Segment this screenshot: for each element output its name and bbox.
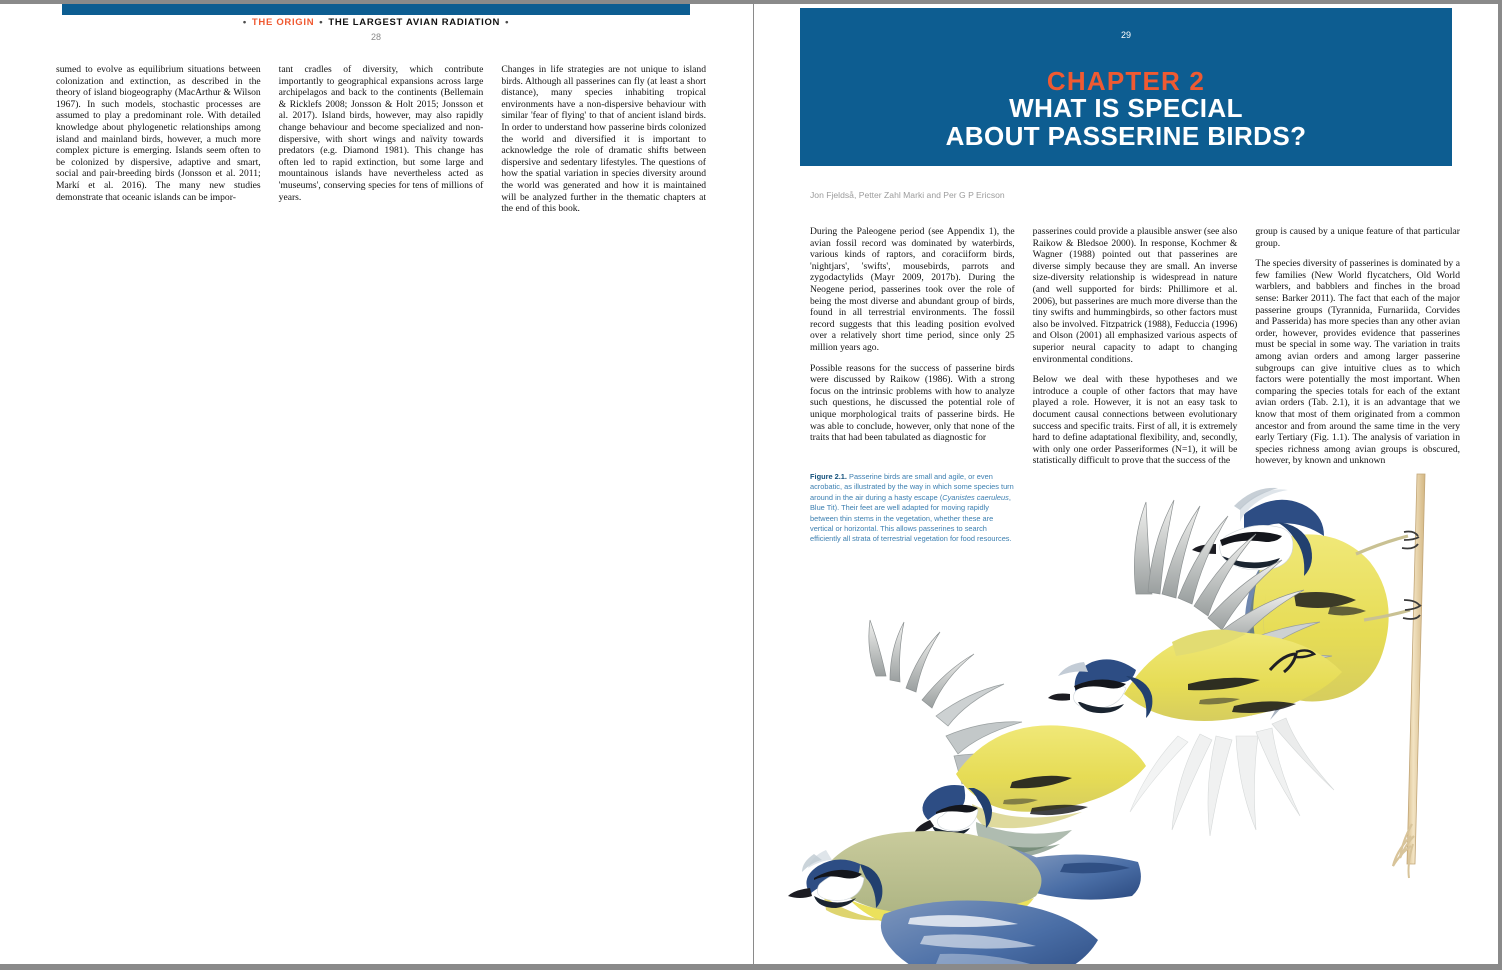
running-head-section: THE LARGEST AVIAN RADIATION — [328, 17, 501, 28]
page-left — [0, 4, 749, 964]
chapter-banner — [800, 8, 1452, 166]
chapter-title-line-1: WHAT IS SPECIAL — [1009, 93, 1243, 123]
figure-caption-text-2: , Blue Tit). Their feet are well adapted for moving rapidly between thin stems in the vegetation, whether these are vertical or horizontal. This allows passerines to search efficiently all strata of terrestrial vegetation for food resources. — [810, 492, 1012, 544]
figure-caption-text-1: Passerine birds are small and agile, or even acrobatic, as illustrated by the way in which some species turn around in the air during a hasty escape ( — [810, 472, 1014, 502]
column-2 — [279, 64, 484, 224]
author-byline: Jon Fjeldså, Petter Zahl Marki and Per G P Ericson — [810, 190, 1005, 200]
running-head — [62, 17, 690, 28]
bird-gliding-dorsal-view — [788, 831, 1141, 964]
bird-turning-upside-down — [869, 620, 1146, 858]
column-1 — [56, 64, 261, 224]
left-page-columns — [56, 64, 706, 224]
paragraph: During the Paleogene period (see Appendix 1), the avian fossil record was dominated by waterbirds, various kinds of raptors, and coraciiform birds, 'nightjars', 'swifts', mousebirds, parrots and zygodactylids (Mayr 2009, 2017b). During the Neogene period, passerines took over the role of being the most diverse and abundant group of birds, found in all terrestrial environments. The fossil record suggests that this leading position evolved over a relatively short time period, since only 25 million years ago. — [810, 226, 1015, 353]
chapter-title — [800, 94, 1452, 150]
chapter-title-line-2: ABOUT PASSERINE BIRDS? — [945, 121, 1307, 151]
figure-caption-label: Figure 2.1. — [810, 472, 847, 481]
paragraph: The species diversity of passerines is dominated by a few families (New World flycatchers, Old World warblers, and babblers and finches in the broad sense: Barker 2011). The fact that each of the major passerine groups (Tyrannida, Furnariida, Corvides and Passerida) has more species than any other avian order, however, provides evidence that passerines must be special in some way. The variation in traits among avian orders and among larger passerine subgroups can give intuitive clues as to which factors were potentially the most important. When comparing the species totals for each of the extant avian orders (Tab. 2.1), it is an advantage that we know that most of them originated from a common ancestor and from around the same time in the very early Tertiary (Fig. 1.1). The analysis of variation in species richness among avian groups is obscured, however, by known and unknown — [1255, 258, 1461, 467]
column-3 — [501, 64, 706, 224]
paragraph: Below we deal with these hypotheses and we introduce a couple of other factors that may have played a role. However, it is not an easy task to document causal connections between evolutionary success and specific traits. First of all, it is extremely hard to define adaptational flexibility, and, secondly, with only one order Passeriformes (N=1), it will be statistically difficult to prove that the success of the — [1032, 374, 1238, 467]
bullet-left-icon: • — [242, 17, 247, 28]
paragraph: Possible reasons for the success of passerine birds were discussed by Raikow (1986). With a strong focus on the intrinsic problems with how to analyze such questions, he discussed the potential role of unique morphological traits of passerine birds. He was able to conclude, however, only that none of the traits that had been tabulated as diagnostic for — [810, 362, 1015, 444]
bullet-mid-icon: • — [319, 17, 324, 28]
figure-caption-species: Cyanistes caeruleus — [942, 492, 1009, 502]
column-3 — [1255, 226, 1460, 476]
paragraph: group is caused by a unique feature of that particular group. — [1255, 226, 1461, 249]
paragraph: Changes in life strategies are not unique to island birds. Although all passerines can fly (at least a short distance), many species inhabiting tropical environments have a non-dispersive behaviour with similar 'fear of flying' to that of ancient island birds. In order to understand how passerine birds colonized the world and diversified it is important to acknowledge the role of dramatic shifts between dispersive and sedentary lifestyles. The questions of how the spatial variation in species diversity around the world was generated and how it is maintained will be analyzed further in the thematic chapters at the end of this book. — [501, 64, 707, 215]
column-1 — [810, 226, 1015, 476]
paragraph: tant cradles of diversity, which contribute importantly to geographical expansions across large archipelagos and back to the continents (Bellemain & Ricklefs 2008; Jonsson & Holt 2015; Jonsson et al. 2017). Island birds, however, may also rapidly change behaviour and become specialized and non-dispersive, with short wings and naïvity towards predators (e.g. Diamond 1981). This change has often led to rapid extinction, but some large and mountainous islands have nevertheless acted as 'museums', conserving species for tens of millions of years. — [278, 64, 484, 203]
running-head-origin: THE ORIGIN — [251, 17, 315, 28]
header-rule — [62, 4, 690, 15]
plant-stem — [1393, 474, 1425, 878]
page-number-left: 28 — [370, 32, 381, 42]
chapter-number: CHAPTER 2 — [1046, 66, 1206, 96]
right-page-columns — [810, 226, 1460, 476]
paragraph: passerines could provide a plausible answer (see also Raikow & Bledsoe 2000). In response, Kochmer & Wagner (1988) pointed out that passerines are diverse simply because they are small. An inverse size-diversity relationship is widespread in nature (and well supported for birds: Phillimore et al. 2006), but passerines are much more diverse than the tiny swifts and hummingbirds, so other factors must also be involved. Fitzpatrick (1988), Feduccia (1996) and Olson (2001) all emphasized various aspects of superior neural capacity to adapt to changing environmental conditions. — [1032, 226, 1238, 365]
paragraph: sumed to evolve as equilibrium situations between colonization and extinction, as described in the theory of island biogeography (MacArthur & Wilson 1967). In such models, stochastic processes are assumed to play a predominant role. With detailed knowledge about phylogenetic relationships among island and mainland birds, however, a much more complex picture is emerging. Islands seem often to be colonized by dispersive, adaptive and smart, social and pair-breeding birds (Jonsson et al. 2011; Markí et al. 2016). The many new studies demonstrate that oceanic islands can be impor- — [56, 64, 261, 203]
page-right — [754, 4, 1498, 964]
wing-lower-translucent — [1130, 718, 1334, 836]
column-2 — [1033, 226, 1238, 476]
blue-tit-flight-sequence-illustration — [764, 444, 1498, 964]
bullet-right-icon: • — [505, 17, 510, 28]
page-number-right: 29 — [1120, 30, 1131, 40]
